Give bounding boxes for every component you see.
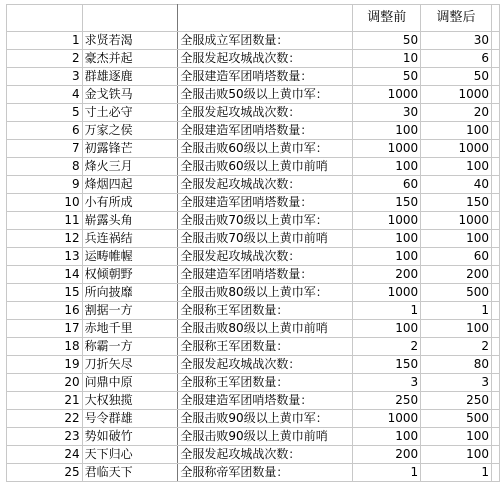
row-index-cell[interactable]: 21 <box>7 392 83 410</box>
row-name-cell[interactable]: 称霸一方 <box>82 338 178 356</box>
row-edge-cell[interactable] <box>491 410 499 428</box>
row-edge-cell[interactable] <box>491 158 499 176</box>
row-desc-cell[interactable]: 全服建造军团哨塔数量： <box>178 194 353 212</box>
row-after-cell[interactable]: 60 <box>421 248 492 266</box>
row-after-cell[interactable]: 1000 <box>421 86 492 104</box>
table-row <box>7 248 500 266</box>
row-index-cell[interactable]: 23 <box>7 428 83 446</box>
row-index-cell[interactable]: 3 <box>7 68 83 86</box>
row-name-cell[interactable]: 问鼎中原 <box>82 374 178 392</box>
row-before-cell[interactable]: 50 <box>353 32 421 50</box>
table-row <box>7 356 500 374</box>
row-after-cell[interactable]: 250 <box>421 392 492 410</box>
row-index-cell[interactable]: 2 <box>7 50 83 68</box>
row-before-cell[interactable]: 100 <box>353 428 421 446</box>
row-after-cell[interactable]: 100 <box>421 158 492 176</box>
row-index-cell[interactable]: 19 <box>7 356 83 374</box>
row-before-cell[interactable]: 100 <box>353 122 421 140</box>
row-name-cell[interactable]: 兵连祸结 <box>82 230 178 248</box>
row-before-cell[interactable]: 50 <box>353 68 421 86</box>
row-before-cell[interactable]: 150 <box>353 194 421 212</box>
row-edge-cell[interactable] <box>491 266 499 284</box>
table-row <box>7 464 500 482</box>
row-edge-cell[interactable] <box>491 464 499 482</box>
row-desc-cell[interactable]: 全服称王军团数量： <box>178 374 353 392</box>
row-after-cell[interactable]: 2 <box>421 338 492 356</box>
row-before-cell[interactable]: 100 <box>353 320 421 338</box>
table-row <box>7 230 500 248</box>
row-after-cell[interactable]: 500 <box>421 284 492 302</box>
row-before-cell[interactable]: 100 <box>353 158 421 176</box>
row-index-cell[interactable]: 6 <box>7 122 83 140</box>
row-before-cell[interactable]: 30 <box>353 104 421 122</box>
row-after-cell[interactable]: 1000 <box>421 212 492 230</box>
row-after-cell[interactable]: 30 <box>421 32 492 50</box>
table-row <box>7 68 500 86</box>
row-desc-cell[interactable]: 全服发起攻城战次数： <box>178 50 353 68</box>
row-after-cell[interactable]: 100 <box>421 446 492 464</box>
row-index-cell[interactable]: 10 <box>7 194 83 212</box>
row-index-cell[interactable]: 1 <box>7 32 83 50</box>
row-name-cell[interactable]: 小有所成 <box>82 194 178 212</box>
row-desc-cell[interactable]: 全服建造军团哨塔数量： <box>178 266 353 284</box>
table-row <box>7 212 500 230</box>
row-index-cell[interactable]: 7 <box>7 140 83 158</box>
row-name-cell[interactable]: 烽烟四起 <box>82 176 178 194</box>
row-name-cell[interactable]: 求贤若渴 <box>82 32 178 50</box>
header-cell-name[interactable] <box>82 5 178 32</box>
row-desc-cell[interactable]: 全服成立军团数量： <box>178 32 353 50</box>
row-edge-cell[interactable] <box>491 140 499 158</box>
row-index-cell[interactable]: 16 <box>7 302 83 320</box>
header-cell-index[interactable] <box>7 5 83 32</box>
row-index-cell[interactable]: 8 <box>7 158 83 176</box>
row-before-cell[interactable]: 10 <box>353 50 421 68</box>
row-edge-cell[interactable] <box>491 176 499 194</box>
row-desc-cell[interactable]: 全服击败60级以上黄巾前哨 <box>178 158 353 176</box>
header-after-cell[interactable]: 调整后 <box>421 5 492 32</box>
header-edge-cell[interactable] <box>491 5 499 32</box>
row-index-cell[interactable]: 22 <box>7 410 83 428</box>
row-after-cell[interactable]: 150 <box>421 194 492 212</box>
row-edge-cell[interactable] <box>491 50 499 68</box>
row-edge-cell[interactable] <box>491 356 499 374</box>
row-name-cell[interactable]: 豪杰并起 <box>82 50 178 68</box>
row-index-cell[interactable]: 18 <box>7 338 83 356</box>
row-before-cell[interactable]: 1000 <box>353 212 421 230</box>
row-edge-cell[interactable] <box>491 122 499 140</box>
row-desc-cell[interactable]: 全服击败90级以上黄巾前哨 <box>178 428 353 446</box>
row-name-cell[interactable]: 初露锋芒 <box>82 140 178 158</box>
header-cell-desc[interactable] <box>178 5 353 32</box>
row-desc-cell[interactable]: 全服击败80级以上黄巾前哨 <box>178 320 353 338</box>
row-after-cell[interactable]: 6 <box>421 50 492 68</box>
row-index-cell[interactable]: 12 <box>7 230 83 248</box>
row-desc-cell[interactable]: 全服发起攻城战次数： <box>178 104 353 122</box>
row-name-cell[interactable]: 号令群雄 <box>82 410 178 428</box>
row-after-cell[interactable]: 100 <box>421 230 492 248</box>
row-before-cell[interactable]: 2 <box>353 338 421 356</box>
table-row <box>7 32 500 50</box>
row-name-cell[interactable]: 烽火三月 <box>82 158 178 176</box>
row-index-cell[interactable]: 11 <box>7 212 83 230</box>
row-before-cell[interactable]: 100 <box>353 230 421 248</box>
row-edge-cell[interactable] <box>491 194 499 212</box>
row-name-cell[interactable]: 所向披靡 <box>82 284 178 302</box>
row-edge-cell[interactable] <box>491 212 499 230</box>
row-desc-cell[interactable]: 全服发起攻城战次数： <box>178 176 353 194</box>
row-before-cell[interactable]: 1000 <box>353 140 421 158</box>
row-after-cell[interactable]: 50 <box>421 68 492 86</box>
table-row <box>7 374 500 392</box>
row-name-cell[interactable]: 势如破竹 <box>82 428 178 446</box>
row-edge-cell[interactable] <box>491 230 499 248</box>
table-row <box>7 338 500 356</box>
row-before-cell[interactable]: 1000 <box>353 410 421 428</box>
table-row <box>7 122 500 140</box>
table-row <box>7 86 500 104</box>
row-after-cell[interactable]: 20 <box>421 104 492 122</box>
table-row <box>7 158 500 176</box>
row-desc-cell[interactable]: 全服击败70级以上黄巾前哨 <box>178 230 353 248</box>
row-edge-cell[interactable] <box>491 302 499 320</box>
row-edge-cell[interactable] <box>491 338 499 356</box>
row-name-cell[interactable]: 寸土必守 <box>82 104 178 122</box>
row-after-cell[interactable]: 1000 <box>421 140 492 158</box>
row-before-cell[interactable]: 1 <box>353 464 421 482</box>
row-before-cell[interactable]: 150 <box>353 356 421 374</box>
table-row <box>7 104 500 122</box>
table-row <box>7 266 500 284</box>
row-desc-cell[interactable]: 全服发起攻城战次数： <box>178 248 353 266</box>
header-row <box>7 5 500 32</box>
row-desc-cell[interactable]: 全服发起攻城战次数： <box>178 446 353 464</box>
row-name-cell[interactable]: 金戈铁马 <box>82 86 178 104</box>
row-edge-cell[interactable] <box>491 392 499 410</box>
row-after-cell[interactable]: 500 <box>421 410 492 428</box>
row-desc-cell[interactable]: 全服称王军团数量： <box>178 338 353 356</box>
row-edge-cell[interactable] <box>491 68 499 86</box>
row-index-cell[interactable]: 17 <box>7 320 83 338</box>
row-index-cell[interactable]: 15 <box>7 284 83 302</box>
row-desc-cell[interactable]: 全服击败60级以上黄巾军： <box>178 140 353 158</box>
row-name-cell[interactable]: 刀折矢尽 <box>82 356 178 374</box>
row-index-cell[interactable]: 14 <box>7 266 83 284</box>
header-before-cell[interactable]: 调整前 <box>353 5 421 32</box>
row-edge-cell[interactable] <box>491 248 499 266</box>
row-after-cell[interactable]: 1 <box>421 464 492 482</box>
row-name-cell[interactable]: 运畴帷幄 <box>82 248 178 266</box>
row-desc-cell[interactable]: 全服建造军团哨塔数量： <box>178 68 353 86</box>
table-row <box>7 140 500 158</box>
row-desc-cell[interactable]: 全服称王军团数量： <box>178 302 353 320</box>
row-after-cell[interactable]: 1 <box>421 302 492 320</box>
row-name-cell[interactable]: 天下归心 <box>82 446 178 464</box>
row-desc-cell[interactable]: 全服击败70级以上黄巾军： <box>178 212 353 230</box>
row-desc-cell[interactable]: 全服击败50级以上黄巾军： <box>178 86 353 104</box>
row-before-cell[interactable]: 200 <box>353 446 421 464</box>
row-index-cell[interactable]: 20 <box>7 374 83 392</box>
table-row <box>7 50 500 68</box>
row-edge-cell[interactable] <box>491 86 499 104</box>
table-row <box>7 392 500 410</box>
table-row <box>7 176 500 194</box>
table-row <box>7 410 500 428</box>
row-desc-cell[interactable]: 全服击败90级以上黄巾军： <box>178 410 353 428</box>
row-index-cell[interactable]: 9 <box>7 176 83 194</box>
row-before-cell[interactable]: 250 <box>353 392 421 410</box>
row-before-cell[interactable]: 1 <box>353 302 421 320</box>
row-edge-cell[interactable] <box>491 284 499 302</box>
row-before-cell[interactable]: 1000 <box>353 86 421 104</box>
row-after-cell[interactable]: 200 <box>421 266 492 284</box>
row-edge-cell[interactable] <box>491 104 499 122</box>
table-row <box>7 284 500 302</box>
row-after-cell[interactable]: 80 <box>421 356 492 374</box>
row-desc-cell[interactable]: 全服称帝军团数量： <box>178 464 353 482</box>
row-name-cell[interactable]: 大权独揽 <box>82 392 178 410</box>
row-desc-cell[interactable]: 全服发起攻城战次数： <box>178 356 353 374</box>
row-index-cell[interactable]: 25 <box>7 464 83 482</box>
row-edge-cell[interactable] <box>491 428 499 446</box>
row-index-cell[interactable]: 13 <box>7 248 83 266</box>
row-before-cell[interactable]: 100 <box>353 248 421 266</box>
row-edge-cell[interactable] <box>491 320 499 338</box>
row-before-cell[interactable]: 3 <box>353 374 421 392</box>
row-before-cell[interactable]: 1000 <box>353 284 421 302</box>
row-name-cell[interactable]: 万家之侯 <box>82 122 178 140</box>
row-name-cell[interactable]: 崭露头角 <box>82 212 178 230</box>
table-row <box>7 320 500 338</box>
row-before-cell[interactable]: 200 <box>353 266 421 284</box>
data-table <box>6 4 500 482</box>
table-row <box>7 428 500 446</box>
row-desc-cell[interactable]: 全服建造军团哨塔数量： <box>178 122 353 140</box>
row-name-cell[interactable]: 君临天下 <box>82 464 178 482</box>
row-name-cell[interactable]: 权倾朝野 <box>82 266 178 284</box>
row-after-cell[interactable]: 100 <box>421 320 492 338</box>
row-after-cell[interactable]: 100 <box>421 428 492 446</box>
table-row <box>7 194 500 212</box>
row-desc-cell[interactable]: 全服建造军团哨塔数量： <box>178 392 353 410</box>
row-before-cell[interactable]: 60 <box>353 176 421 194</box>
row-edge-cell[interactable] <box>491 374 499 392</box>
table-row <box>7 302 500 320</box>
row-name-cell[interactable]: 割据一方 <box>82 302 178 320</box>
row-index-cell[interactable]: 24 <box>7 446 83 464</box>
row-index-cell[interactable]: 4 <box>7 86 83 104</box>
row-after-cell[interactable]: 40 <box>421 176 492 194</box>
row-name-cell[interactable]: 群雄逐鹿 <box>82 68 178 86</box>
row-index-cell[interactable]: 5 <box>7 104 83 122</box>
row-after-cell[interactable]: 3 <box>421 374 492 392</box>
row-after-cell[interactable]: 100 <box>421 122 492 140</box>
row-edge-cell[interactable] <box>491 446 499 464</box>
row-name-cell[interactable]: 赤地千里 <box>82 320 178 338</box>
row-desc-cell[interactable]: 全服击败80级以上黄巾军： <box>178 284 353 302</box>
table-row <box>7 446 500 464</box>
row-edge-cell[interactable] <box>491 32 499 50</box>
